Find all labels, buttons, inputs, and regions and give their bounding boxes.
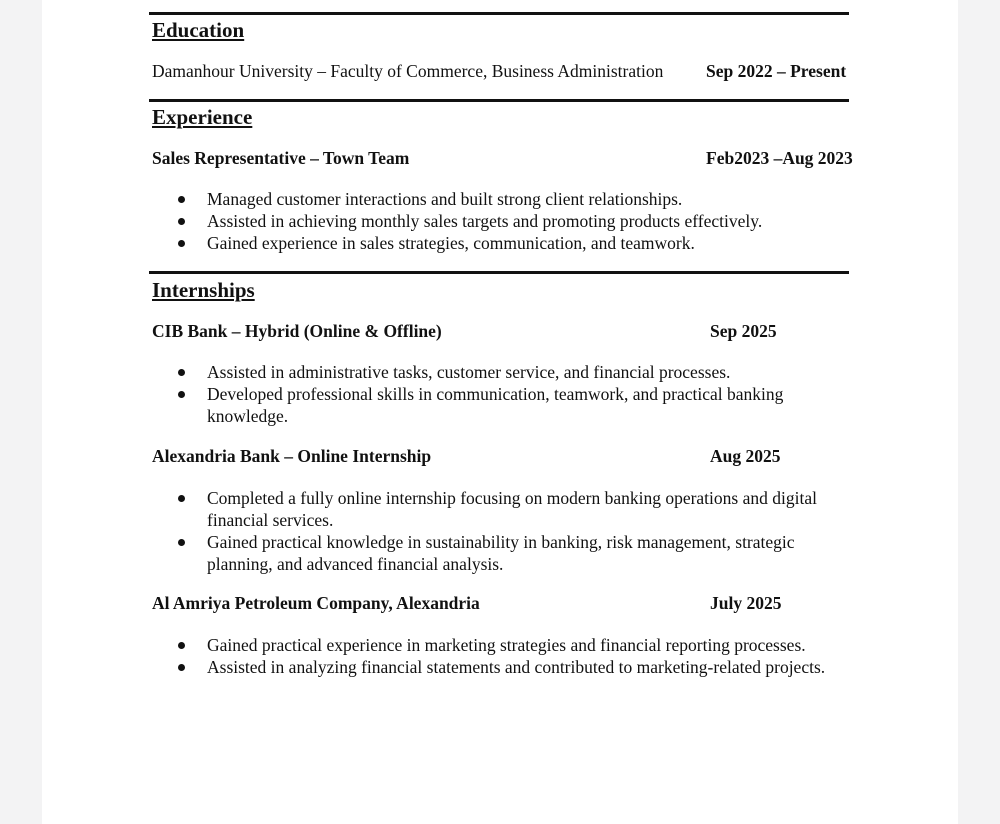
bullet-icon — [178, 642, 185, 649]
list-item: Gained practical knowledge in sustainability in banking, risk management, strategic planning, and advanced financial analysis. — [178, 531, 828, 575]
list-item: Assisted in administrative tasks, customer service, and financial processes. — [178, 361, 828, 383]
bullet-icon — [178, 495, 185, 502]
bullet-icon — [178, 240, 185, 247]
internship-title: Alexandria Bank – Online Internship — [152, 446, 432, 466]
list-item: Assisted in achieving monthly sales targets and promoting products effectively. — [178, 210, 828, 232]
internship-dates: July 2025 — [710, 593, 782, 613]
list-item: Gained experience in sales strategies, communication, and teamwork. — [178, 232, 828, 254]
bullet-icon — [178, 369, 185, 376]
section-divider — [149, 99, 849, 102]
internship-bullets — [178, 634, 828, 678]
section-divider — [149, 271, 849, 274]
bullet-icon — [178, 218, 185, 225]
internship-dates: Aug 2025 — [710, 446, 781, 466]
bullet-icon — [178, 391, 185, 398]
bullet-icon — [178, 196, 185, 203]
list-item: Developed professional skills in communication, teamwork, and practical banking knowledge. — [178, 383, 828, 427]
job-bullets — [178, 188, 828, 254]
education-heading: Education — [152, 18, 245, 42]
internship-bullets — [178, 361, 828, 427]
bullet-icon — [178, 664, 185, 671]
education-dates: Sep 2022 – Present — [706, 61, 847, 81]
experience-heading: Experience — [152, 105, 253, 129]
internships-heading: Internships — [152, 278, 255, 302]
list-item: Completed a fully online internship focusing on modern banking operations and digital financial services. — [178, 487, 828, 531]
job-dates: Feb2023 –Aug 2023 — [706, 148, 853, 168]
list-item: Assisted in analyzing financial statements and contributed to marketing-related projects. — [178, 656, 828, 678]
education-school: Damanhour University – Faculty of Commerce, Business Administration — [152, 61, 664, 81]
list-item: Gained practical experience in marketing strategies and financial reporting processes. — [178, 634, 828, 656]
section-divider — [149, 12, 849, 15]
bullet-icon — [178, 539, 185, 546]
internship-title: CIB Bank – Hybrid (Online & Offline) — [152, 321, 442, 341]
job-title: Sales Representative – Town Team — [152, 148, 410, 168]
internship-bullets — [178, 487, 828, 575]
internship-title: Al Amriya Petroleum Company, Alexandria — [152, 593, 480, 613]
internship-dates: Sep 2025 — [710, 321, 777, 341]
list-item: Managed customer interactions and built strong client relationships. — [178, 188, 828, 210]
